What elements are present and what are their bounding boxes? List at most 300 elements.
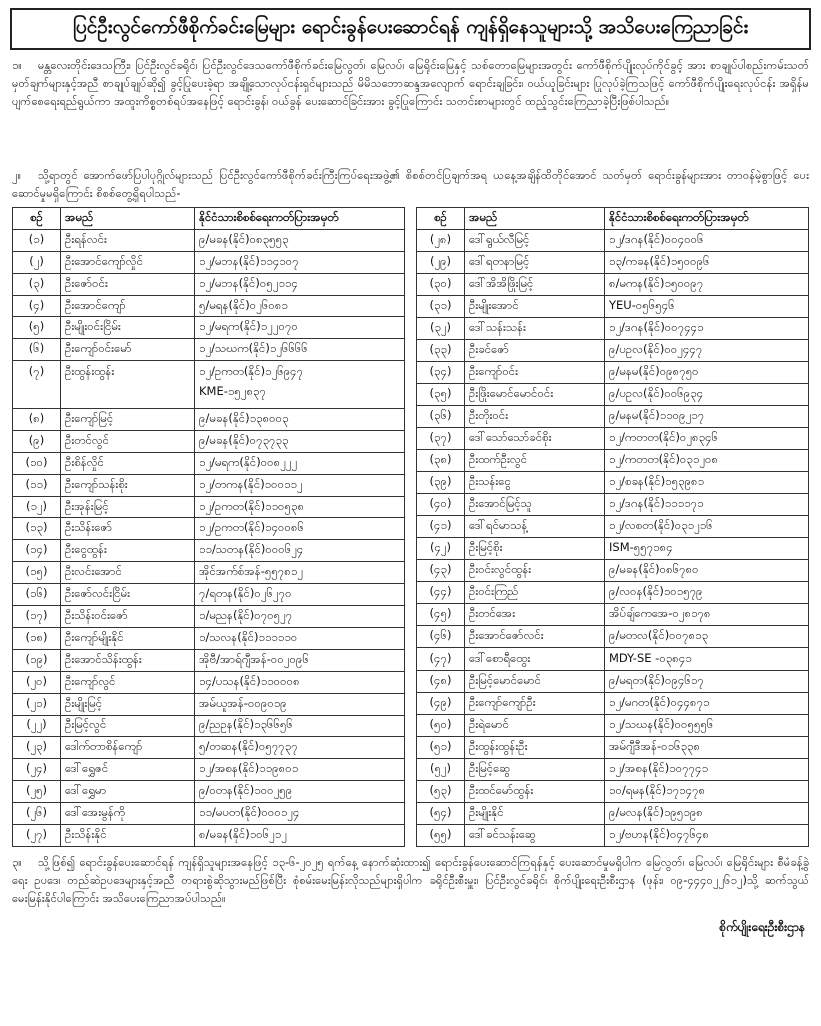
row-name — [465, 406, 605, 428]
row-nrc-text: ၁၂/မဂတ(နိုင်)၀၄၄၈၇၁ — [609, 694, 710, 709]
row-no — [13, 361, 61, 409]
row-nrc — [605, 406, 809, 428]
row-name — [465, 670, 605, 692]
row-nrc-text: ၉/မတလ(နိုင်)၀၀၇၈၁၃ — [609, 628, 709, 643]
row-no — [13, 474, 61, 496]
row-name — [61, 474, 195, 496]
row-name-text: ဒေါ်အိအိဖြိုးမြင့် — [469, 275, 534, 290]
row-no-text: (၂၀) — [25, 673, 48, 688]
row-nrc-text: YEU-၀၅၆၅၄၆ — [609, 298, 675, 312]
row-nrc-text: MDY-SE -၀၃၈၄၁ — [609, 650, 692, 665]
row-no-text: (၁၆) — [25, 586, 48, 601]
row-nrc-text: ၉/ပဥလ(နိုင်)၀၀၆၉၃၄ — [609, 386, 704, 401]
row-nrc-text: ၁၂/အစန(နိုင်)၁၁၉၈၀၁ — [199, 761, 299, 776]
row-nrc — [195, 693, 405, 715]
row-nrc-text: ၁၀/ရမန(နိုင်)၁၇၁၄၇၈ — [609, 782, 706, 797]
table-row — [13, 737, 405, 759]
row-nrc — [605, 450, 809, 472]
row-no-text: (၁၀) — [25, 454, 48, 469]
row-name-text: ဦးရဲမောင် — [469, 716, 509, 731]
row-name — [61, 452, 195, 474]
row-no — [417, 362, 465, 384]
row-name — [61, 409, 195, 431]
row-no-text: (၄၇) — [429, 650, 452, 665]
header-name: အမည် — [465, 208, 605, 230]
row-no-text: (၅၄) — [429, 804, 452, 819]
row-name-text: ဦးလင်းအောင် — [65, 564, 122, 579]
table-row — [417, 384, 809, 406]
paragraph-1-text: မန္တလေးတိုင်းဒေသကြီး၊ ပြင်ဦးလွင်ခရိုင်၊ ပြင်ဦးလွင်ဒေသကော်ဖီစိုက်ခင်းမြေလွတ်၊ မြေလပ်၊ မြေရိုင်းမြေနှင့် သစ်တောမြေများအတွင်း ကော်ဖီစိုက်ပျိုးလုပ်ကိုင်ခွင့် အား စာချုပ်ပါစည်းကမ်းသတ်မှတ်ချက်များနှင့်အညီ စာချုပ်ချုပ်ဆို၍ ခွင့်ပြုပေးခဲ့ရာ အချို့သောလုပ်ငန်းရှင်များသည် မိမိသဘောဆန္ဒအလျောက် ရောင်းချခြင်း၊ ဝယ်ယူခြင်းများ ပြုလုပ်ခဲ့ကြသဖြင့် ကော်ဖီစိုက်ပျိုးရေးလုပ်ငန်း အရှိန်မပျက်စေရေးရည်ရွယ်ကာ အထူးကိစ္စတစ်ရပ်အနေဖြင့် ရောင်းခွန်၊ ဝယ်ခွန် ပေးဆောင်ခြင်းအား ခွင့်ပြုကြောင်း သတင်းစာများတွင် ထည့်သွင်းကြေညာခဲ့ပြီးဖြစ်ပါသည်။ — [12, 58, 809, 108]
row-nrc — [605, 626, 809, 648]
row-name-text: ဦးကျော်မျိုးနိုင် — [65, 629, 124, 644]
row-nrc-text: ၁၂/မရက(နိုင်)၁၂၂၀၇၀ — [199, 319, 298, 334]
row-nrc-text: ၇/ရတန(နိုင်)၀၂၆၂၇၀ — [199, 586, 292, 601]
row-no-text: (၃၀) — [429, 275, 452, 290]
row-nrc-text: ၁၂/ဒဂန(နိုင်)၀၀၇၄၄၁ — [609, 320, 704, 335]
row-no — [417, 406, 465, 428]
row-nrc-text: ၁၂/မဘန(နိုင်)၁၁၄၁၀၇ — [199, 253, 299, 268]
row-nrc-secondary-text: KME-၁၅၂၈၃၇ — [199, 384, 266, 399]
row-nrc — [195, 496, 405, 518]
row-name-text: ဦးအုန်းမြင့် — [65, 498, 109, 513]
row-name-text: ဦးကျော်ဝင်း — [469, 364, 519, 379]
row-no-text: (၂၁) — [25, 695, 48, 710]
table-row — [417, 450, 809, 472]
row-nrc-text: ၁၁/မပတ(နိုင်)၀၀၀၁၂၄ — [199, 805, 300, 819]
row-nrc-text: ၈/မခန(နိုင်)၁၀၆၂၁၂ — [199, 826, 287, 841]
table-row — [417, 560, 809, 582]
row-nrc-text: ၁၂/ဒဂန(နိုင်)၀၀၄၀၀၆ — [609, 231, 704, 246]
row-nrc — [605, 670, 809, 692]
row-no — [13, 295, 61, 317]
row-no — [417, 604, 465, 626]
row-name — [465, 494, 605, 516]
row-nrc-text: ၁၂/မဘန(နိုင်)၀၅၂၁၁၄ — [199, 275, 298, 290]
row-nrc — [195, 540, 405, 562]
row-name — [61, 803, 195, 825]
row-name-text: ဒေါ်ရင်မာသန့် — [469, 518, 528, 533]
row-name-text: ဦးတိုးဝင်း — [469, 408, 509, 423]
table-row — [417, 273, 809, 295]
row-nrc — [195, 430, 405, 452]
row-nrc — [195, 803, 405, 825]
row-no-text: (၇) — [28, 364, 45, 379]
row-name-text: ဒေါက်တာစိန်ကျော် — [65, 739, 143, 754]
row-no-text: (၄) — [28, 297, 45, 312]
row-nrc-text: ၉/မခန(နိုင်)၀၈၃၅၅၃ — [199, 231, 289, 246]
row-name-text: ဦးကျော်ကျော်ဦး — [469, 694, 536, 709]
row-no — [13, 430, 61, 452]
row-nrc-text: ၉/မခန(နိုင်)၀၈၆၇၈၀ — [609, 562, 699, 577]
row-no — [13, 606, 61, 628]
table-row — [13, 251, 405, 273]
row-no-text: (၂) — [29, 253, 44, 268]
row-nrc — [605, 736, 809, 758]
row-name-text: ဦးသိန်းဝင်းဇော် — [65, 607, 128, 622]
owners-table-left — [12, 207, 405, 847]
row-name-text: ဦးဇော်ဝင်း — [65, 275, 108, 290]
row-nrc — [605, 494, 809, 516]
row-name-text: ဦးခင်ဇော် — [469, 342, 509, 357]
row-no — [417, 516, 465, 538]
row-no-text: (၄၀) — [429, 496, 452, 511]
row-no — [417, 824, 465, 846]
row-name — [61, 361, 195, 409]
row-nrc — [195, 317, 405, 339]
row-name — [61, 518, 195, 540]
row-no — [13, 737, 61, 759]
row-name — [465, 714, 605, 736]
row-name — [465, 295, 605, 317]
row-name — [61, 606, 195, 628]
row-nrc-text: ၉/ဝတန(နိုင်)၁၀၀၂၅၉ — [199, 783, 293, 798]
row-nrc — [195, 562, 405, 584]
row-no — [13, 759, 61, 781]
row-name — [465, 538, 605, 560]
table-row — [13, 229, 405, 251]
table-row — [417, 516, 809, 538]
row-nrc — [195, 295, 405, 317]
row-nrc-text: အိုင်အက်စ်အန်-၅၅၇၈၁၂ — [199, 564, 303, 579]
table-row — [417, 626, 809, 648]
row-no — [13, 627, 61, 649]
table-row — [13, 715, 405, 737]
table-row — [417, 670, 809, 692]
row-no — [417, 692, 465, 714]
table-row — [417, 714, 809, 736]
row-no-text: (၅၂) — [429, 760, 452, 775]
row-name — [61, 339, 195, 361]
row-name-text: ဦးရန်လင်း — [65, 231, 107, 246]
row-nrc-text: ၁၂/ကတတ(နိုင်)၀၂၈၃၄၆ — [609, 430, 719, 445]
row-name — [465, 318, 605, 340]
row-nrc — [605, 648, 809, 670]
table-row — [13, 824, 405, 846]
row-name-text: ဒေါ်ရွှေဇင် — [65, 761, 109, 776]
row-no-text: (၅၃) — [429, 782, 452, 797]
row-no — [13, 649, 61, 671]
row-no — [417, 450, 465, 472]
announcement-title-box — [10, 8, 811, 50]
row-no-text: (၁၁) — [25, 476, 48, 491]
table-header-row — [417, 208, 809, 230]
row-no — [417, 340, 465, 362]
row-nrc — [195, 518, 405, 540]
row-name — [61, 430, 195, 452]
row-nrc — [195, 452, 405, 474]
row-nrc-text: ၁/သလန(နိုင်)၁၁၁၁၁၀ — [199, 629, 298, 644]
paragraph-1 — [12, 56, 809, 164]
row-name — [61, 824, 195, 846]
row-no — [13, 540, 61, 562]
table-header-row — [13, 208, 405, 230]
row-name — [465, 692, 605, 714]
row-name — [61, 781, 195, 803]
table-row — [417, 802, 809, 824]
row-nrc — [195, 251, 405, 273]
row-name — [465, 736, 605, 758]
row-no-text: (၃) — [28, 275, 45, 290]
row-no — [417, 428, 465, 450]
row-nrc-text: ၁၂/ဥကတ(နိုင်)၁၁၀၅၃၈ — [199, 498, 305, 513]
row-nrc — [195, 759, 405, 781]
row-name-text: ဒေါ်ရတနာမြင့် — [469, 253, 530, 268]
row-name — [465, 251, 605, 273]
row-name-text: ဦးသိန်းဇော် — [65, 520, 113, 535]
row-no-text: (၆) — [28, 341, 45, 356]
row-nrc-text: ၉/မနမ(နိုင်)၁၁၀၉၂၁၇ — [609, 408, 705, 423]
table-row — [13, 671, 405, 693]
table-row — [417, 472, 809, 494]
header-nrc: နိုင်ငံသားစိစစ်ရေးကတ်ပြားအမှတ် — [605, 208, 809, 230]
row-no-text: (၃၄) — [429, 364, 452, 379]
paragraph-3-number: ၃။ — [12, 854, 22, 869]
row-nrc-text: ၉/မနမ(နိုင်)၀၉၈၇၅၀ — [609, 364, 699, 379]
row-nrc — [605, 560, 809, 582]
paragraph-3 — [12, 853, 809, 915]
row-name-text: ဦးမြင့်မောင်မောင် — [469, 672, 542, 687]
row-name-text: ဦးဖြိုးမောင်မောင်ဝင်း — [469, 386, 554, 401]
row-nrc — [195, 781, 405, 803]
row-nrc — [605, 538, 809, 560]
row-name-text: ဦးဝင်းကြည် — [469, 584, 519, 599]
row-no — [417, 494, 465, 516]
row-name — [465, 450, 605, 472]
table-row — [417, 251, 809, 273]
header-nrc: နိုင်ငံသားစိစစ်ရေးကတ်ပြားအမှတ် — [195, 208, 405, 230]
table-row — [417, 582, 809, 604]
row-nrc-text: ၁၁/သတန(နိုင်)၀၀၀၆၂၄ — [199, 542, 304, 557]
row-no-text: (၁၂) — [25, 498, 48, 513]
row-no — [417, 295, 465, 317]
row-name — [465, 340, 605, 362]
row-name — [465, 384, 605, 406]
header-name: အမည် — [61, 208, 195, 230]
row-nrc — [605, 714, 809, 736]
row-no — [417, 802, 465, 824]
table-row — [417, 736, 809, 758]
row-no-text: (၃၇) — [429, 430, 452, 445]
row-name-text: ဒေါ်သော်သော်ခင်စိုး — [469, 430, 552, 445]
row-no — [13, 452, 61, 474]
row-nrc-text: ၁၄/ပသန(နိုင်)၁၁၀၀၀၈ — [199, 673, 300, 688]
row-no-text: (၃၁) — [429, 298, 452, 312]
row-name-text: ဒေါ်ခင်သန်းဆွေ — [469, 826, 536, 841]
row-name-text: ဦးငွေထွန်း — [65, 542, 107, 557]
row-no-text: (၂၈) — [429, 231, 452, 246]
row-name — [465, 604, 605, 626]
row-nrc — [605, 780, 809, 802]
row-no — [417, 648, 465, 670]
row-name — [465, 824, 605, 846]
row-name — [465, 780, 605, 802]
owners-table-right — [416, 207, 809, 847]
row-nrc — [605, 472, 809, 494]
row-no-text: (၅၅) — [429, 826, 452, 841]
table-row — [417, 758, 809, 780]
row-name-text: ဦးမျိုးနိုင် — [469, 804, 504, 819]
table-row — [417, 229, 809, 251]
row-name-text: ဒေါ်စောရီထွေး — [469, 650, 531, 665]
row-no-text: (၃၅) — [429, 386, 452, 401]
row-name — [465, 560, 605, 582]
table-row — [13, 606, 405, 628]
row-name-text: ဦးတင်လွင် — [65, 432, 110, 447]
row-name-text: ဦးမျိုးဝင်းငြိမ်း — [65, 319, 121, 334]
row-nrc — [605, 692, 809, 714]
row-nrc-text: ၉/မခန(နိုင်)၀၇၃၇၃၃ — [199, 432, 289, 447]
row-nrc — [195, 737, 405, 759]
signature-department: စိုက်ပျိုးရေးဦးစီးဌာန — [719, 919, 805, 934]
row-name-text: ဦးမြင့်ဆွေ — [469, 760, 511, 775]
row-name — [465, 273, 605, 295]
row-no-text: (၄၃) — [429, 562, 452, 577]
row-nrc — [605, 229, 809, 251]
row-name-text: ဦးသန်းငွေ — [469, 474, 511, 489]
row-nrc — [605, 582, 809, 604]
row-name — [465, 428, 605, 450]
row-no — [13, 251, 61, 273]
row-name-text: ဦးအောင်ဇော်လင်း — [469, 628, 544, 643]
row-name-text: ဦးထက်ဦးလွင် — [469, 452, 528, 467]
row-nrc — [195, 229, 405, 251]
header-no: စဉ် — [13, 208, 61, 230]
row-no-text: (၃၂) — [429, 320, 452, 335]
row-nrc-text: ၁၂/လစတ(နိုင်)၀၃၁၂၁၆ — [609, 518, 713, 533]
row-no-text: (၂၆) — [25, 805, 48, 819]
row-name — [465, 516, 605, 538]
row-nrc-text: ၁၂/အစန(နိုင်)၁၀၇၇၄၁ — [609, 760, 709, 775]
row-no-text: (၄၁) — [429, 518, 452, 533]
row-no — [13, 584, 61, 606]
row-nrc-text: အိုဗီ/အာရ်ဂျီအန်-၀၀၂၀၉၆ — [199, 651, 309, 666]
row-nrc — [195, 824, 405, 846]
row-nrc — [195, 361, 405, 409]
row-no-text: (၃၉) — [429, 474, 452, 489]
row-nrc-text: ၁၂/စခန(နိုင်)၁၅၃၉၈၁ — [609, 474, 705, 489]
row-name-text: ဦးမျိုးမြင့် — [65, 695, 103, 710]
row-no-text: (၁၄) — [25, 542, 48, 557]
row-nrc — [605, 340, 809, 362]
row-no — [417, 229, 465, 251]
row-no-text: (၄၆) — [429, 628, 452, 643]
row-no — [417, 626, 465, 648]
table-row — [13, 361, 405, 409]
row-name-text: ဦးတင်အေး — [469, 606, 516, 621]
table-row — [13, 273, 405, 295]
row-no — [417, 714, 465, 736]
row-name — [61, 295, 195, 317]
row-no-text: (၉) — [28, 432, 45, 447]
table-row — [417, 538, 809, 560]
row-name-text: ဦးမျိုးအောင် — [469, 298, 519, 312]
table-row — [417, 318, 809, 340]
row-name-text: ဦးမြင့်စိုး — [469, 540, 503, 555]
row-no — [417, 472, 465, 494]
row-no-text: (၂၅) — [25, 783, 48, 798]
row-name — [61, 317, 195, 339]
row-no-text: (၄၂) — [429, 540, 452, 555]
row-name-text: ဦးဇော်လင်းငြိမ်း — [65, 586, 130, 601]
row-no — [417, 736, 465, 758]
row-name — [61, 693, 195, 715]
row-no-text: (၁၇) — [25, 607, 48, 622]
row-no — [417, 538, 465, 560]
row-nrc — [195, 474, 405, 496]
paragraph-2-number: ၂။ — [12, 168, 22, 182]
row-name — [465, 626, 605, 648]
table-row — [417, 494, 809, 516]
row-nrc — [195, 409, 405, 431]
row-nrc-text: ၉/ညဥန(နိုင်)၁၃၆၆၅၆ — [199, 717, 293, 732]
table-row — [417, 692, 809, 714]
row-no-text: (၂၉) — [429, 253, 452, 268]
row-no — [13, 803, 61, 825]
table-row — [13, 649, 405, 671]
row-nrc-text: ၁/မညန(နိုင်)၀၇၀၅၂၇ — [199, 607, 293, 622]
table-row — [13, 759, 405, 781]
row-no — [13, 562, 61, 584]
row-name-text: ဦးဝင်းလွင်ထွန်း — [469, 562, 532, 577]
row-no — [417, 384, 465, 406]
row-no-text: (၅၀) — [429, 716, 452, 731]
row-no — [13, 496, 61, 518]
row-nrc — [605, 251, 809, 273]
row-no-text: (၁၃) — [25, 520, 48, 535]
table-row — [417, 406, 809, 428]
row-name-text: ဦးစိန်လှိုင် — [65, 454, 104, 469]
row-no — [417, 758, 465, 780]
row-name-text: ဦးကျော်ဝင်းမော် — [65, 341, 132, 356]
row-nrc — [605, 295, 809, 317]
row-nrc-text: ၅/မရန(နိုင်)၀၂၆၀၈၁ — [199, 297, 288, 312]
row-name — [61, 496, 195, 518]
row-name-text: ဦးထင်မော်ထွန်း — [469, 782, 534, 797]
row-no — [417, 560, 465, 582]
row-name-text: ဦးအောင်ကျော်လှိုင် — [65, 253, 143, 268]
row-name — [465, 802, 605, 824]
row-nrc-text: ၁၂/ဗဟန(နိုင်)၀၄၇၆၄၈ — [609, 826, 709, 841]
table-row — [13, 803, 405, 825]
table-row — [13, 317, 405, 339]
row-nrc-text: ၁၂/ကတတ(နိုင်)၀၃၁၂၀၈ — [609, 452, 719, 467]
table-row — [13, 693, 405, 715]
row-name — [61, 251, 195, 273]
row-no-text: (၅) — [28, 319, 45, 334]
announcement-title: ပြင်ဦးလွင်ကော်ဖီစိုက်ခင်းမြေများ ရောင်းခွန်ပေးဆောင်ရန် ကျန်ရှိနေသူများသို့ အသိပေးကြေညာခြင်း — [72, 16, 749, 38]
row-name — [465, 362, 605, 384]
table-row — [13, 295, 405, 317]
row-name — [61, 649, 195, 671]
row-nrc-text: ၁၂/ဒဂန(နိုင်)၁၁၁၁၇၁ — [609, 496, 704, 511]
row-nrc — [195, 627, 405, 649]
paragraph-2 — [12, 166, 809, 203]
row-nrc-text: ISM-၅၅၇၁၈၄ — [609, 540, 673, 555]
row-nrc — [605, 604, 809, 626]
row-nrc — [605, 758, 809, 780]
row-nrc — [195, 715, 405, 737]
row-no-text: (၁၉) — [25, 651, 48, 666]
row-no-text: (၈) — [28, 410, 45, 425]
header-no: စဉ် — [417, 208, 465, 230]
row-nrc-text: ၈/မကန(နိုင်)၁၅၀၀၉၇ — [609, 275, 704, 290]
row-name-text: ဦးထွန်းထွန်းဦး — [469, 738, 528, 753]
row-name — [465, 472, 605, 494]
table-row — [417, 824, 809, 846]
row-nrc-text: ၅/တဆန(နိုင်)၀၅၇၇၃၇ — [199, 739, 298, 754]
row-no — [417, 780, 465, 802]
row-nrc — [605, 362, 809, 384]
